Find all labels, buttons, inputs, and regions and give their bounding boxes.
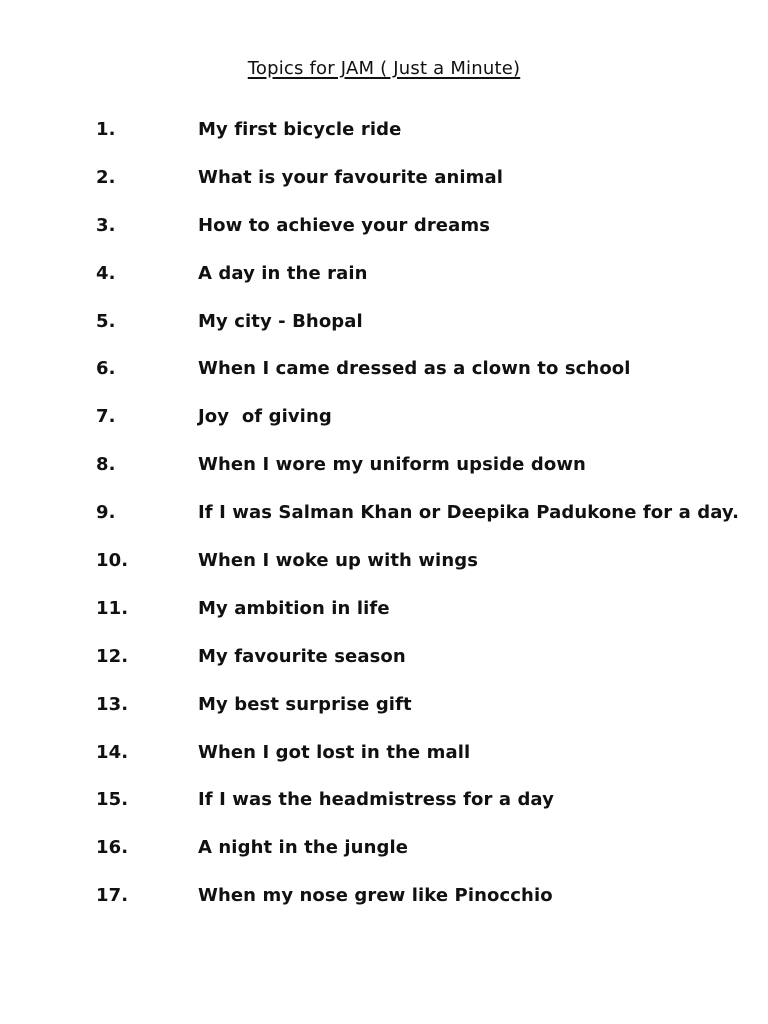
- topic-number: 14.: [96, 741, 129, 763]
- topic-item: [0, 690, 768, 738]
- topic-number: 16.: [96, 837, 129, 859]
- document-title: [0, 58, 768, 79]
- topic-item: [0, 881, 768, 929]
- topic-item: [0, 738, 768, 786]
- topic-item: [0, 594, 768, 642]
- topic-item: [0, 259, 768, 307]
- topic-text: My first bicycle ride: [198, 119, 402, 140]
- topic-number: 4.: [96, 262, 116, 284]
- topic-list: [0, 115, 768, 929]
- topic-number: 6.: [96, 358, 116, 380]
- topic-text: When I got lost in the mall: [198, 741, 471, 763]
- topic-item: [0, 498, 768, 546]
- topic-number: 10.: [96, 550, 129, 572]
- topic-text: My ambition in life: [198, 597, 390, 619]
- topic-number: 15.: [96, 789, 129, 811]
- topic-number: 2.: [96, 166, 116, 188]
- topic-text: When I came dressed as a clown to school: [198, 358, 631, 380]
- topic-number: 11.: [96, 597, 129, 619]
- topic-text: When I wore my uniform upside down: [198, 454, 586, 476]
- topic-text: When I woke up with wings: [198, 550, 479, 572]
- topic-number: 5.: [96, 310, 116, 332]
- topic-item: [0, 785, 768, 833]
- topic-text: If I was Salman Khan or Deepika Padukone for a day.: [198, 502, 740, 524]
- topic-number: 7.: [96, 406, 116, 428]
- document-title-text: Topics for JAM ( Just a Minute): [247, 58, 521, 79]
- topic-item: [0, 833, 768, 881]
- topic-text: A day in the rain: [198, 262, 368, 284]
- topic-number: 9.: [96, 502, 116, 524]
- topic-item: [0, 642, 768, 690]
- topic-text: My city - Bhopal: [198, 310, 363, 332]
- topic-item: [0, 211, 768, 259]
- topic-text: How to achieve your dreams: [198, 214, 491, 236]
- topic-number: 3.: [96, 214, 116, 236]
- topic-text: If I was the headmistress for a day: [198, 789, 554, 811]
- topic-text: A night in the jungle: [198, 837, 409, 859]
- topic-number: 13.: [96, 693, 129, 715]
- topic-item: [0, 450, 768, 498]
- topic-text: My favourite season: [198, 645, 406, 667]
- topic-item: [0, 307, 768, 355]
- topic-item: [0, 354, 768, 402]
- topic-text: Joy of giving: [198, 406, 332, 428]
- topic-item: [0, 546, 768, 594]
- topic-text: When my nose grew like Pinocchio: [198, 885, 553, 907]
- topic-number: 17.: [96, 885, 129, 907]
- topic-number: 12.: [96, 645, 129, 667]
- topic-number: 1.: [96, 119, 116, 140]
- topic-text: What is your favourite animal: [198, 166, 504, 188]
- topic-item: [0, 115, 768, 163]
- topic-text: My best surprise gift: [198, 693, 412, 715]
- topic-item: [0, 163, 768, 211]
- topic-number: 8.: [96, 454, 116, 476]
- topic-item: [0, 402, 768, 450]
